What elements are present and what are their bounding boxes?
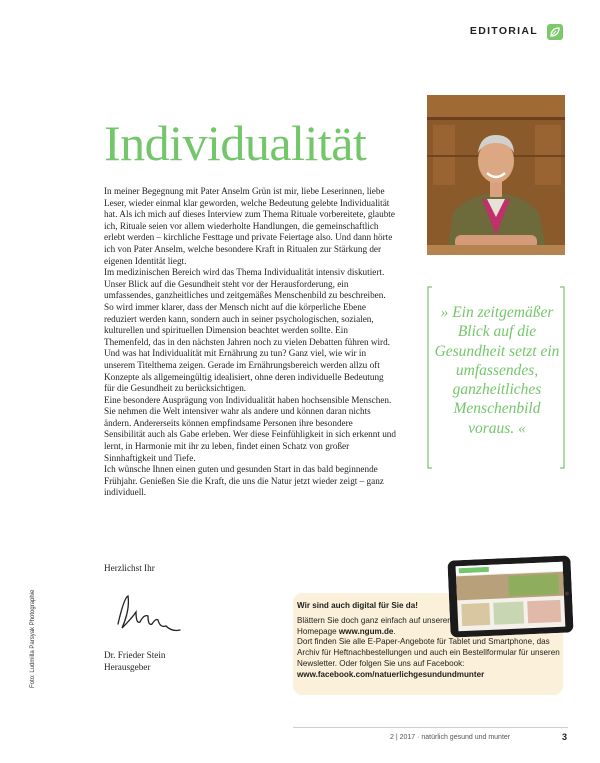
paragraph: Eine besondere Ausprägung von Individualität haben hochsensible Menschen. Sie nehmen die Welt intensiver wahr als andere und können daran nichts ändern. Andererseits können empfindsame Personen ihre besondere Sensibilität auch als Gabe erleben. Wer diese Feinfühligkeit in sich erkennt und lernt, in Harmonie mit ihr zu leben, findet einen Schatz von großer Sinnhaftigkeit und Tiefe. [104, 394, 396, 463]
website-link[interactable]: www.ngum.de [338, 626, 394, 636]
signer-role: Herausgeber [104, 662, 151, 672]
photo-credit: Foto: Ludmilla Parsyak Photographie [30, 589, 36, 688]
footer-issue: 2 | 2017 · natürlich gesund und munter [390, 734, 511, 741]
paragraph: Und was hat Individualität mit Ernährung zu tun? Ganz viel, wie wir in unserem Titelthema zeigen. Gerade im Ernährungsbereich werden allzu oft Konzepte als allgemeingültig idealisiert, ohne deren individuelle Bedeutung für die Gesundheit zu berücksichtigen. [104, 348, 384, 394]
author-photo [427, 95, 565, 255]
digital-line: Dort finden Sie alle E-Paper-Angebote für Tablet und Smartphone, das Archiv für Heftnachbestellungen und auch ein Bestellformular für unseren Newsletter. Oder folgen Sie uns auf Facebook: [297, 637, 560, 668]
footer-divider [293, 727, 568, 728]
digital-title: Wir sind auch digital für Sie da! [297, 601, 418, 610]
pull-quote [427, 286, 565, 469]
paragraph: Ich wünsche Ihnen einen guten und gesunden Start in das bald beginnende Frühjahr. Genießen Sie die Kraft, die uns die Natur jetzt wieder zeigt – ganz individuell. [104, 464, 384, 498]
closing-greeting: Herzlichst Ihr [104, 563, 155, 573]
paragraph: In meiner Begegnung mit Pater Anselm Grün ist mir, liebe Leserinnen, liebe Leser, wieder einmal klar geworden, welche Bedeutung gelebte Individualität hat. Als ich mich auf dieses Interview zum Thema Rituale vorbereitete, glaubte ich, Rituale seien vor allem wiederholte Handlungen, die gemeinschaftlich erlebt werden – kirchliche Festtage und private Feiertage also. Und dann hörte ich von Pater Anselm, welche besondere Kraft in Ritualen zur Stärkung der eigenen Identität liegt. [104, 186, 395, 266]
article-body [104, 186, 396, 499]
section-label: EDITORIAL [469, 25, 538, 37]
paragraph: Im medizinischen Bereich wird das Thema Individualität intensiv diskutiert. Unser Blick auf die Gesundheit steht vor der Herausforderung, ein umfassendes, ganzheitliches und zeitgemäßes Menschenbild zu beschreiben. So wird immer klarer, dass der Mensch nicht auf die körperliche Ebene reduziert werden kann, sondern auch in seiner psychologischen, sozialen, kulturellen und spirituellen Dimension beachtet werden sollte. Ein Themenfeld, das in den nächsten Jahren noch zu vielen Debatten führen wird. [104, 267, 390, 347]
signer-name: Dr. Frieder Stein [104, 650, 166, 660]
digital-line: Blättern Sie doch ganz einfach auf unserer [297, 615, 450, 625]
facebook-link[interactable]: www.facebook.com/natuerlichgesundundmunter [297, 669, 485, 679]
page-number: 3 [561, 732, 567, 742]
signature [110, 588, 190, 643]
article-title: Individualität [104, 115, 367, 171]
leaf-icon [547, 24, 563, 40]
quote-text: » Ein zeitgemäßer Blick auf die Gesundheit setzt ein umfassendes, ganzheitliches Menschenbild voraus. « [434, 304, 560, 437]
tablet-image [447, 555, 573, 637]
digital-line: Homepage www.ngum.de. [297, 626, 396, 636]
